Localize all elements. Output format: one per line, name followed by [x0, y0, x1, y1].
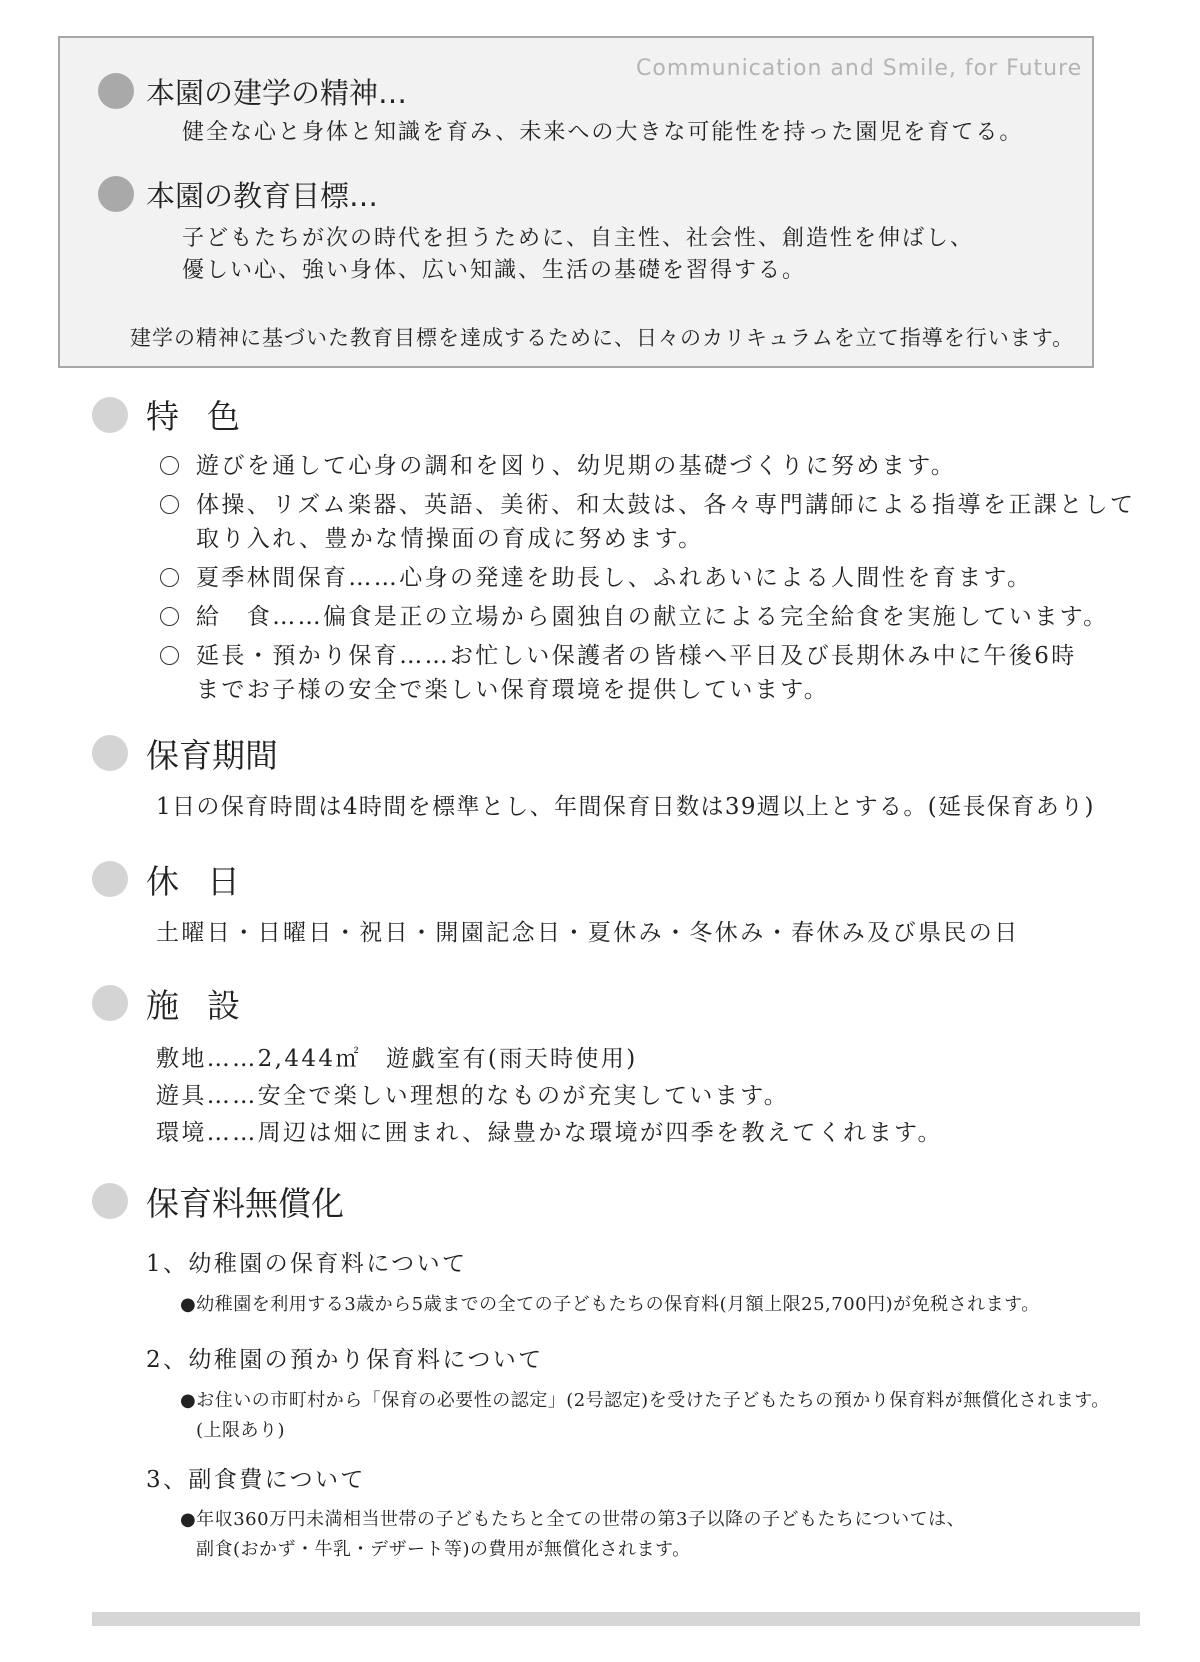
holidays-heading: 休日: [146, 862, 268, 901]
heading-bullet-icon: [92, 985, 128, 1021]
facilities-heading: 施設: [146, 986, 268, 1025]
feature-item: までお子様の安全で楽しい保育環境を提供しています。: [196, 677, 830, 703]
heading-bullet-icon: [98, 176, 134, 212]
goal-heading: 本園の教育目標…: [146, 179, 379, 213]
free-section-line: ●年収360万円未満相当世帯の子どもたちと全ての世帯の第3子以降の子どもたちについては、: [180, 1509, 966, 1530]
period-heading: 保育期間: [146, 736, 278, 775]
list-circle-icon: [160, 568, 179, 587]
free-section-line: ●幼稚園を利用する3歳から5歳までの全ての子どもたちの保育料(月額上限25,700円)が免税されます。: [180, 1294, 1040, 1315]
heading-bullet-icon: [92, 397, 128, 433]
feature-item: 夏季林間保育……心身の発達を助長し、ふれあいによる人間性を育ます。: [196, 565, 1033, 591]
spirit-heading: 本園の建学の精神…: [146, 76, 408, 110]
feature-item: 延長・預かり保育……お忙しい保護者の皆様へ平日及び長期休み中に午後6時: [196, 643, 1077, 669]
free-section-line: 副食(おかず・牛乳・デザート等)の費用が無償化されます。: [196, 1539, 691, 1560]
list-circle-icon: [160, 646, 179, 665]
feature-item: 取り入れ、豊かな情操面の育成に努めます。: [196, 526, 704, 552]
footer-divider: [92, 1612, 1140, 1626]
features-heading: 特色: [146, 397, 268, 436]
facility-line: 環境……周辺は畑に囲まれ、緑豊かな環境が四季を教えてくれます。: [156, 1120, 943, 1146]
heading-bullet-icon: [98, 73, 134, 109]
spirit-text: 健全な心と身体と知識を育み、未来への大きな可能性を持った園児を育てる。: [182, 120, 1024, 145]
period-text: 1日の保育時間は4時間を標準とし、年間保育日数は39週以上とする。(延長保育あり): [156, 794, 1095, 820]
free-section-line: (上限あり): [196, 1420, 286, 1441]
heading-bullet-icon: [92, 735, 128, 771]
facility-line: 遊具……安全で楽しい理想的なものが充実しています。: [156, 1083, 790, 1109]
free-section-line: ●お住いの市町村から「保育の必要性の認定」(2号認定)を受けた子どもたちの預かり保育料が無償化されます。: [180, 1390, 1110, 1411]
holidays-text: 土曜日・日曜日・祝日・開園記念日・夏休み・冬休み・春休み及び県民の日: [156, 920, 1020, 946]
heading-bullet-icon: [92, 861, 128, 897]
free-heading: 保育料無償化: [146, 1184, 344, 1223]
free-section-title: 1、幼稚園の保育料について: [146, 1251, 468, 1277]
facility-line: 敷地……2,444㎡ 遊戯室有(雨天時使用): [156, 1046, 638, 1072]
heading-bullet-icon: [92, 1183, 128, 1219]
goal-line: 優しい心、強い身体、広い知識、生活の基礎を習得する。: [182, 258, 807, 283]
tagline: Communication and Smile, for Future: [636, 56, 1083, 81]
feature-item: 体操、リズム楽器、英語、美術、和太鼓は、各々専門講師による指導を正課として: [196, 492, 1136, 518]
intro-closing: 建学の精神に基づいた教育目標を達成するために、日々のカリキュラムを立て指導を行います。: [130, 326, 1075, 350]
list-circle-icon: [160, 495, 179, 514]
list-circle-icon: [160, 456, 179, 475]
list-circle-icon: [160, 607, 179, 626]
free-section-title: 3、副食費について: [146, 1467, 366, 1493]
goal-line: 子どもたちが次の時代を担うために、自主性、社会性、創造性を伸ばし、: [182, 226, 975, 251]
feature-item: 遊びを通して心身の調和を図り、幼児期の基礎づくりに努めます。: [196, 453, 957, 479]
feature-item: 給 食……偏食是正の立場から園独自の献立による完全給食を実施しています。: [196, 604, 1109, 630]
free-section-title: 2、幼稚園の預かり保育料について: [146, 1347, 544, 1373]
